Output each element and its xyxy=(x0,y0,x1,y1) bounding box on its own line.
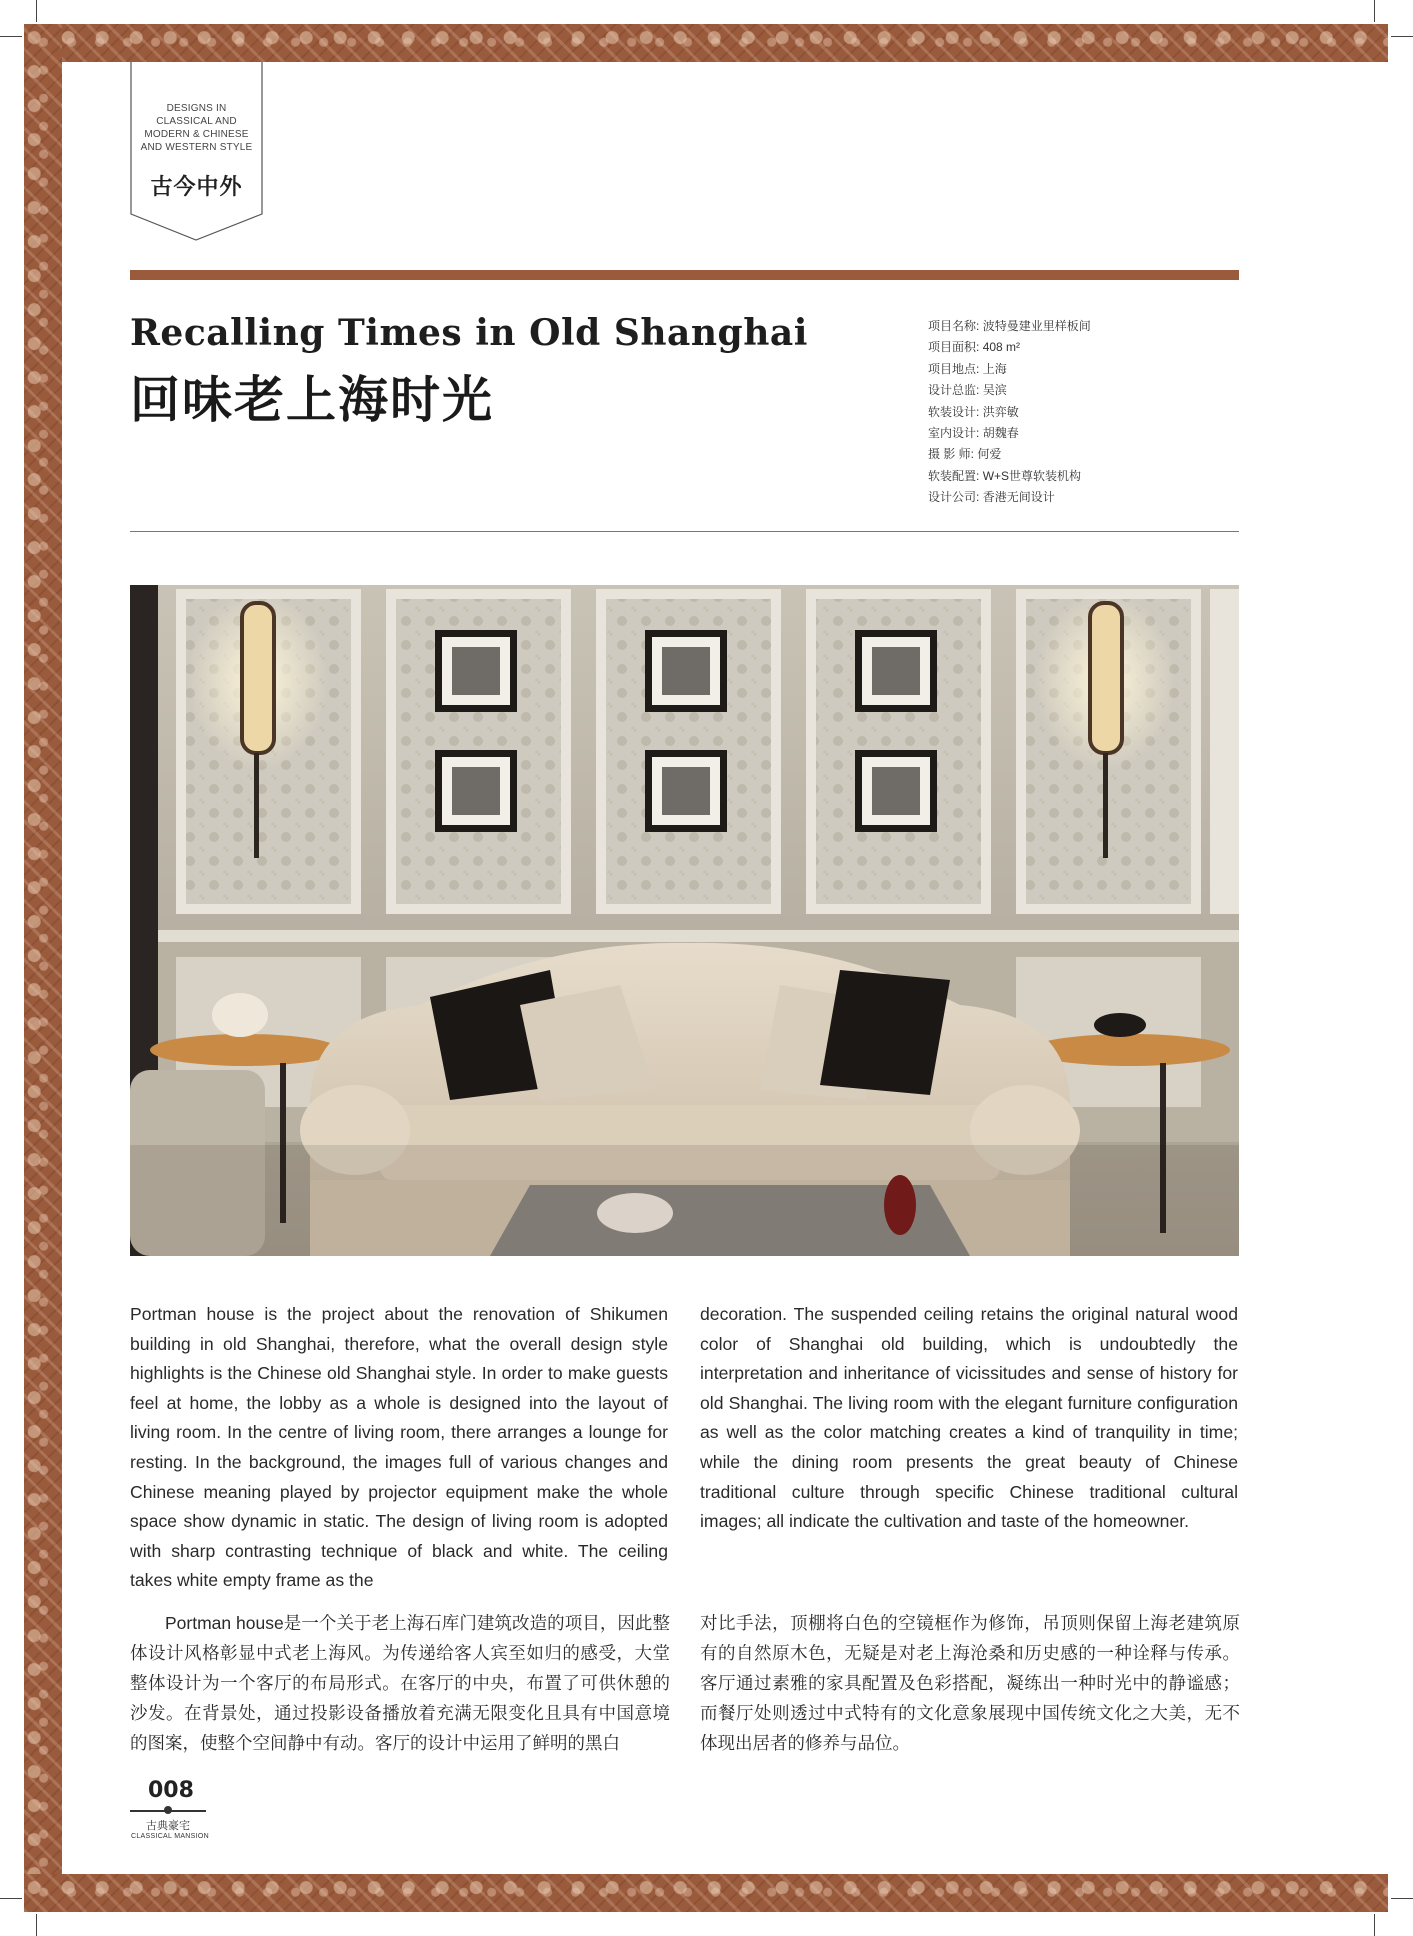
crop-mark xyxy=(1391,1898,1413,1899)
project-info xyxy=(928,316,1228,509)
info-row: 软装设计: 洪弈敏 xyxy=(928,404,1019,419)
crop-mark xyxy=(1391,36,1413,37)
page-number: 008 xyxy=(148,1778,194,1803)
info-row: 项目地点: 上海 xyxy=(928,361,1007,376)
body-text-chinese-right: 对比手法，顶棚将白色的空镜框作为修饰，吊顶则保留上海老建筑原有的自然原木色，无疑是对老上海沧桑和历史感的一种诠释与传承。客厅通过素雅的家具配置及色彩搭配，凝练出一种时光中的静谧感；而餐厅处则透过中式特有的文化意象展现中国传统文化之大美，无不体现出居者的修养与品位。 xyxy=(700,1613,1240,1753)
magazine-name-english: CLASSICAL MANSION xyxy=(131,1833,209,1840)
decorative-border-bottom xyxy=(24,1874,1388,1912)
footer-dot xyxy=(164,1806,172,1814)
title-divider xyxy=(130,531,1239,532)
body-text-english-left: Portman house is the project about the renovation of Shikumen building in old Shanghai, therefore, what the overall design style highlights is the Chinese old Shanghai style. In order to make guests feel at home, the lobby as a whole is designed into the layout of living room. In the centre of living room, there arranges a lounge for resting. In the background, the images full of various changes and Chinese meaning played by projector equipment make the whole space show dynamic in static. The design of living room is adopted with sharp contrasting technique of black and white. The ceiling takes white empty frame as the xyxy=(130,1304,668,1591)
section-tab-chinese: 古今中外 xyxy=(150,174,243,200)
magazine-name-chinese: 古典豪宅 xyxy=(146,1820,190,1832)
crop-mark xyxy=(0,1898,22,1899)
header-rule xyxy=(130,270,1239,280)
section-tab-english: DESIGNS IN CLASSICAL AND MODERN & CHINESE AND WESTERN STYLE xyxy=(140,103,253,153)
info-row: 软装配置: W+S世尊软装机构 xyxy=(928,468,1082,483)
crop-mark xyxy=(1374,1914,1375,1936)
info-row: 室内设计: 胡魏春 xyxy=(928,426,1019,441)
decorative-border-top xyxy=(24,24,1388,62)
info-row: 设计总监: 吴滨 xyxy=(928,383,1007,398)
article-title-chinese: 回味老上海时光 xyxy=(130,371,494,429)
body-text-english-right: decoration. The suspended ceiling retains the original natural wood color of Shanghai old building, which is undoubtedly the interpretation and inheritance of vicissitudes and sense of history for old Shanghai. The living room with the elegant furniture configuration as well as the color matching creates a kind of tranquility in time; while the dining room presents the great beauty of Chinese traditional culture through specific Chinese traditional cultural images; all indicate the cultivation and taste of the homeowner. xyxy=(700,1304,1238,1532)
decorative-border-left xyxy=(24,24,62,1912)
article-title-english: Recalling Times in Old Shanghai xyxy=(130,312,808,354)
living-room-photo xyxy=(130,585,1239,1256)
info-row: 项目名称: 波特曼建业里样板间 xyxy=(928,319,1091,333)
crop-mark xyxy=(0,36,22,37)
crop-mark xyxy=(1374,0,1375,22)
section-tab xyxy=(130,62,263,242)
crop-mark xyxy=(36,0,37,22)
crop-mark xyxy=(36,1914,37,1936)
info-row: 摄 影 师: 何爱 xyxy=(928,447,1002,462)
info-row: 设计公司: 香港无间设计 xyxy=(928,490,1055,505)
info-row: 项目面积: 408 m² xyxy=(928,340,1021,355)
body-text-chinese-left: Portman house是一个关于老上海石库门建筑改造的项目，因此整体设计风格彰显中式老上海风。为传递给客人宾至如归的感受，大堂整体设计为一个客厅的布局形式。在客厅的中央，布置了可供休憩的沙发。在背景处，通过投影设备播放着充满无限变化且具有中国意境的图案，使整个空间静中有动。客厅的设计中运用了鲜明的黑白 xyxy=(130,1613,670,1753)
